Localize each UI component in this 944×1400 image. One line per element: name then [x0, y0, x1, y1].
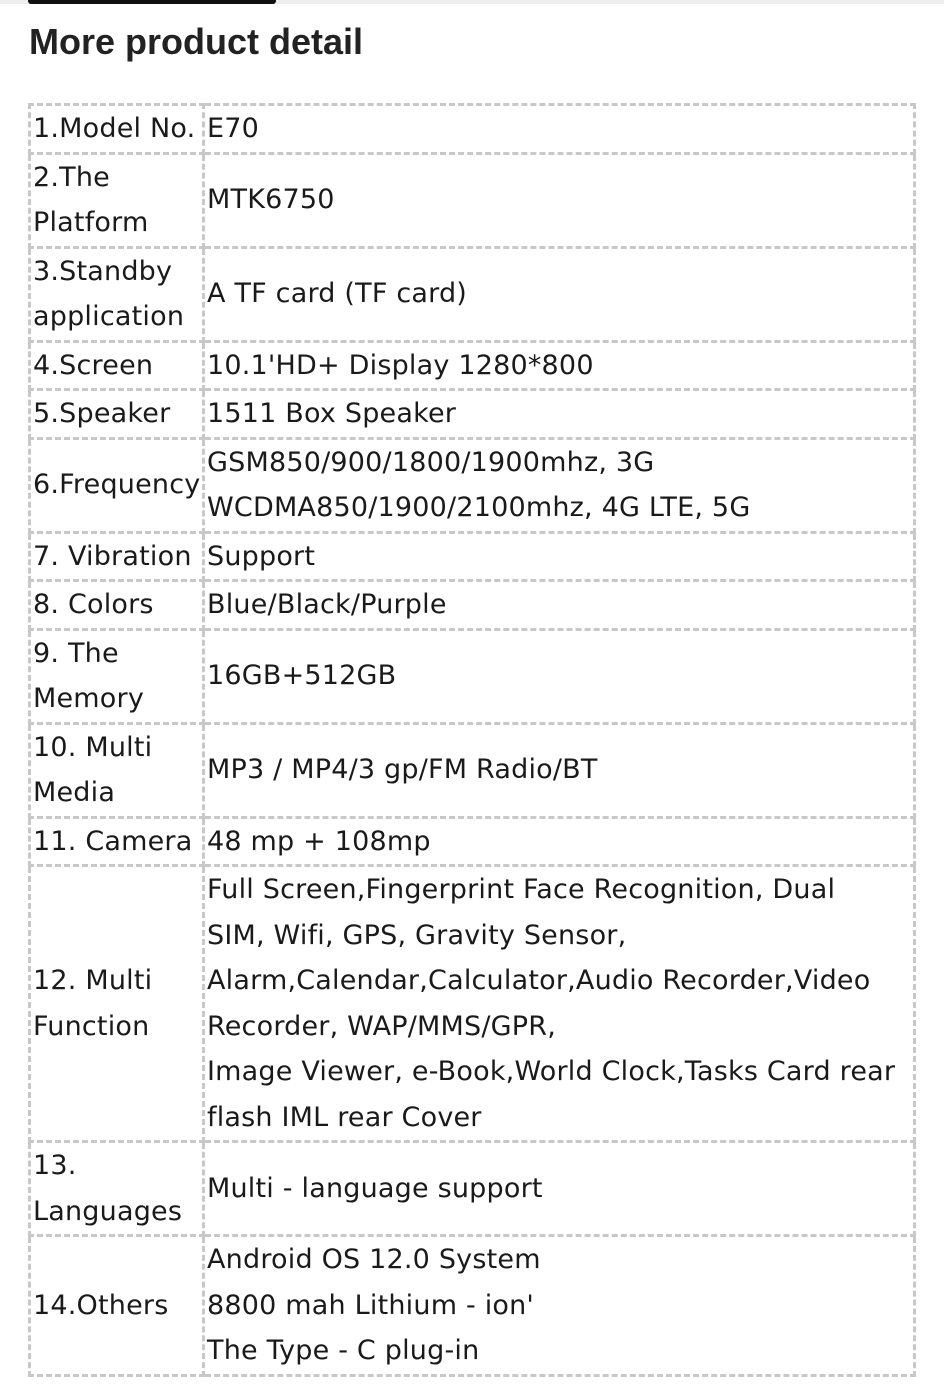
- spec-value: [204, 105, 915, 154]
- spec-value: [204, 723, 915, 817]
- spec-label: 5.Speaker: [30, 390, 204, 439]
- spec-row: [30, 153, 915, 247]
- spec-value-line: 8800 mah Lithium - ion': [207, 1289, 535, 1321]
- spec-value: [204, 390, 915, 439]
- spec-value: [204, 153, 915, 247]
- spec-label: 4.Screen: [30, 341, 204, 390]
- spec-value: [204, 581, 915, 630]
- spec-value-line: MP3 / MP4/3 gp/FM Radio/BT: [207, 754, 598, 786]
- spec-row: [30, 438, 915, 532]
- spec-value: [204, 629, 915, 723]
- active-tab-indicator: [28, 0, 276, 4]
- spec-value-line: The Type - C plug-in: [207, 1335, 480, 1366]
- spec-value-line: Full Screen,Fingerprint Face Recognition, Dual: [207, 874, 836, 905]
- spec-value: [204, 532, 915, 581]
- spec-label: 8. Colors: [30, 581, 204, 630]
- spec-value-line: SIM, Wifi, GPS, Gravity Sensor,: [207, 919, 627, 951]
- spec-value-line: 48 mp + 108mp: [207, 825, 431, 857]
- spec-row: [30, 1142, 915, 1236]
- spec-value-line: 16GB+512GB: [207, 660, 397, 692]
- spec-value-line: Blue/Black/Purple: [207, 589, 447, 620]
- spec-value-line: Recorder, WAP/MMS/GPR,: [207, 1010, 557, 1042]
- spec-row: [30, 866, 915, 1142]
- spec-value: [204, 817, 915, 866]
- spec-label: 1.Model No.: [30, 105, 204, 154]
- spec-value: [204, 866, 915, 1142]
- spec-row: [30, 1236, 915, 1376]
- spec-label: 6.Frequency: [30, 438, 204, 532]
- spec-label: 7. Vibration: [30, 532, 204, 581]
- spec-value: [204, 341, 915, 390]
- spec-value: [204, 247, 915, 341]
- spec-row: [30, 247, 915, 341]
- spec-value-line: E70: [207, 113, 260, 144]
- spec-value: [204, 1142, 915, 1236]
- spec-value-line: 10.1'HD+ Display 1280*800: [207, 349, 594, 381]
- spec-row: [30, 581, 915, 630]
- spec-value-line: Support: [207, 540, 316, 572]
- spec-value-line: GSM850/900/1800/1900mhz, 3G: [207, 446, 655, 478]
- spec-label: 10. Multi Media: [30, 723, 204, 817]
- spec-value-line: Android OS 12.0 System: [207, 1244, 541, 1275]
- spec-label: 3.Standby application: [30, 247, 204, 341]
- spec-row: [30, 629, 915, 723]
- spec-table-body: [30, 105, 915, 1376]
- spec-row: [30, 341, 915, 390]
- spec-row: [30, 723, 915, 817]
- spec-label: 14.Others: [30, 1236, 204, 1376]
- product-spec-table: [28, 103, 916, 1377]
- spec-row: [30, 105, 915, 154]
- spec-value-line: Alarm,Calendar,Calculator,Audio Recorder,Video: [207, 965, 871, 996]
- spec-value: [204, 438, 915, 532]
- spec-row: [30, 390, 915, 439]
- spec-label: 2.The Platform: [30, 153, 204, 247]
- spec-value-line: WCDMA850/1900/2100mhz, 4G LTE, 5G: [207, 492, 751, 523]
- spec-label: 13. Languages: [30, 1142, 204, 1236]
- spec-value-line: Multi - language support: [207, 1172, 543, 1204]
- spec-value: [204, 1236, 915, 1376]
- spec-value-line: MTK6750: [207, 184, 335, 216]
- spec-label: 12. Multi Function: [30, 866, 204, 1142]
- spec-row: [30, 532, 915, 581]
- spec-label: 9. The Memory: [30, 629, 204, 723]
- spec-value-line: Image Viewer, e-Book,World Clock,Tasks Card rear: [207, 1056, 896, 1087]
- spec-label: 11. Camera: [30, 817, 204, 866]
- spec-row: [30, 817, 915, 866]
- spec-value-line: flash IML rear Cover: [207, 1101, 482, 1133]
- section-title: More product detail: [29, 21, 364, 62]
- spec-value-line: 1511 Box Speaker: [207, 398, 457, 429]
- spec-value-line: A TF card (TF card): [207, 278, 468, 310]
